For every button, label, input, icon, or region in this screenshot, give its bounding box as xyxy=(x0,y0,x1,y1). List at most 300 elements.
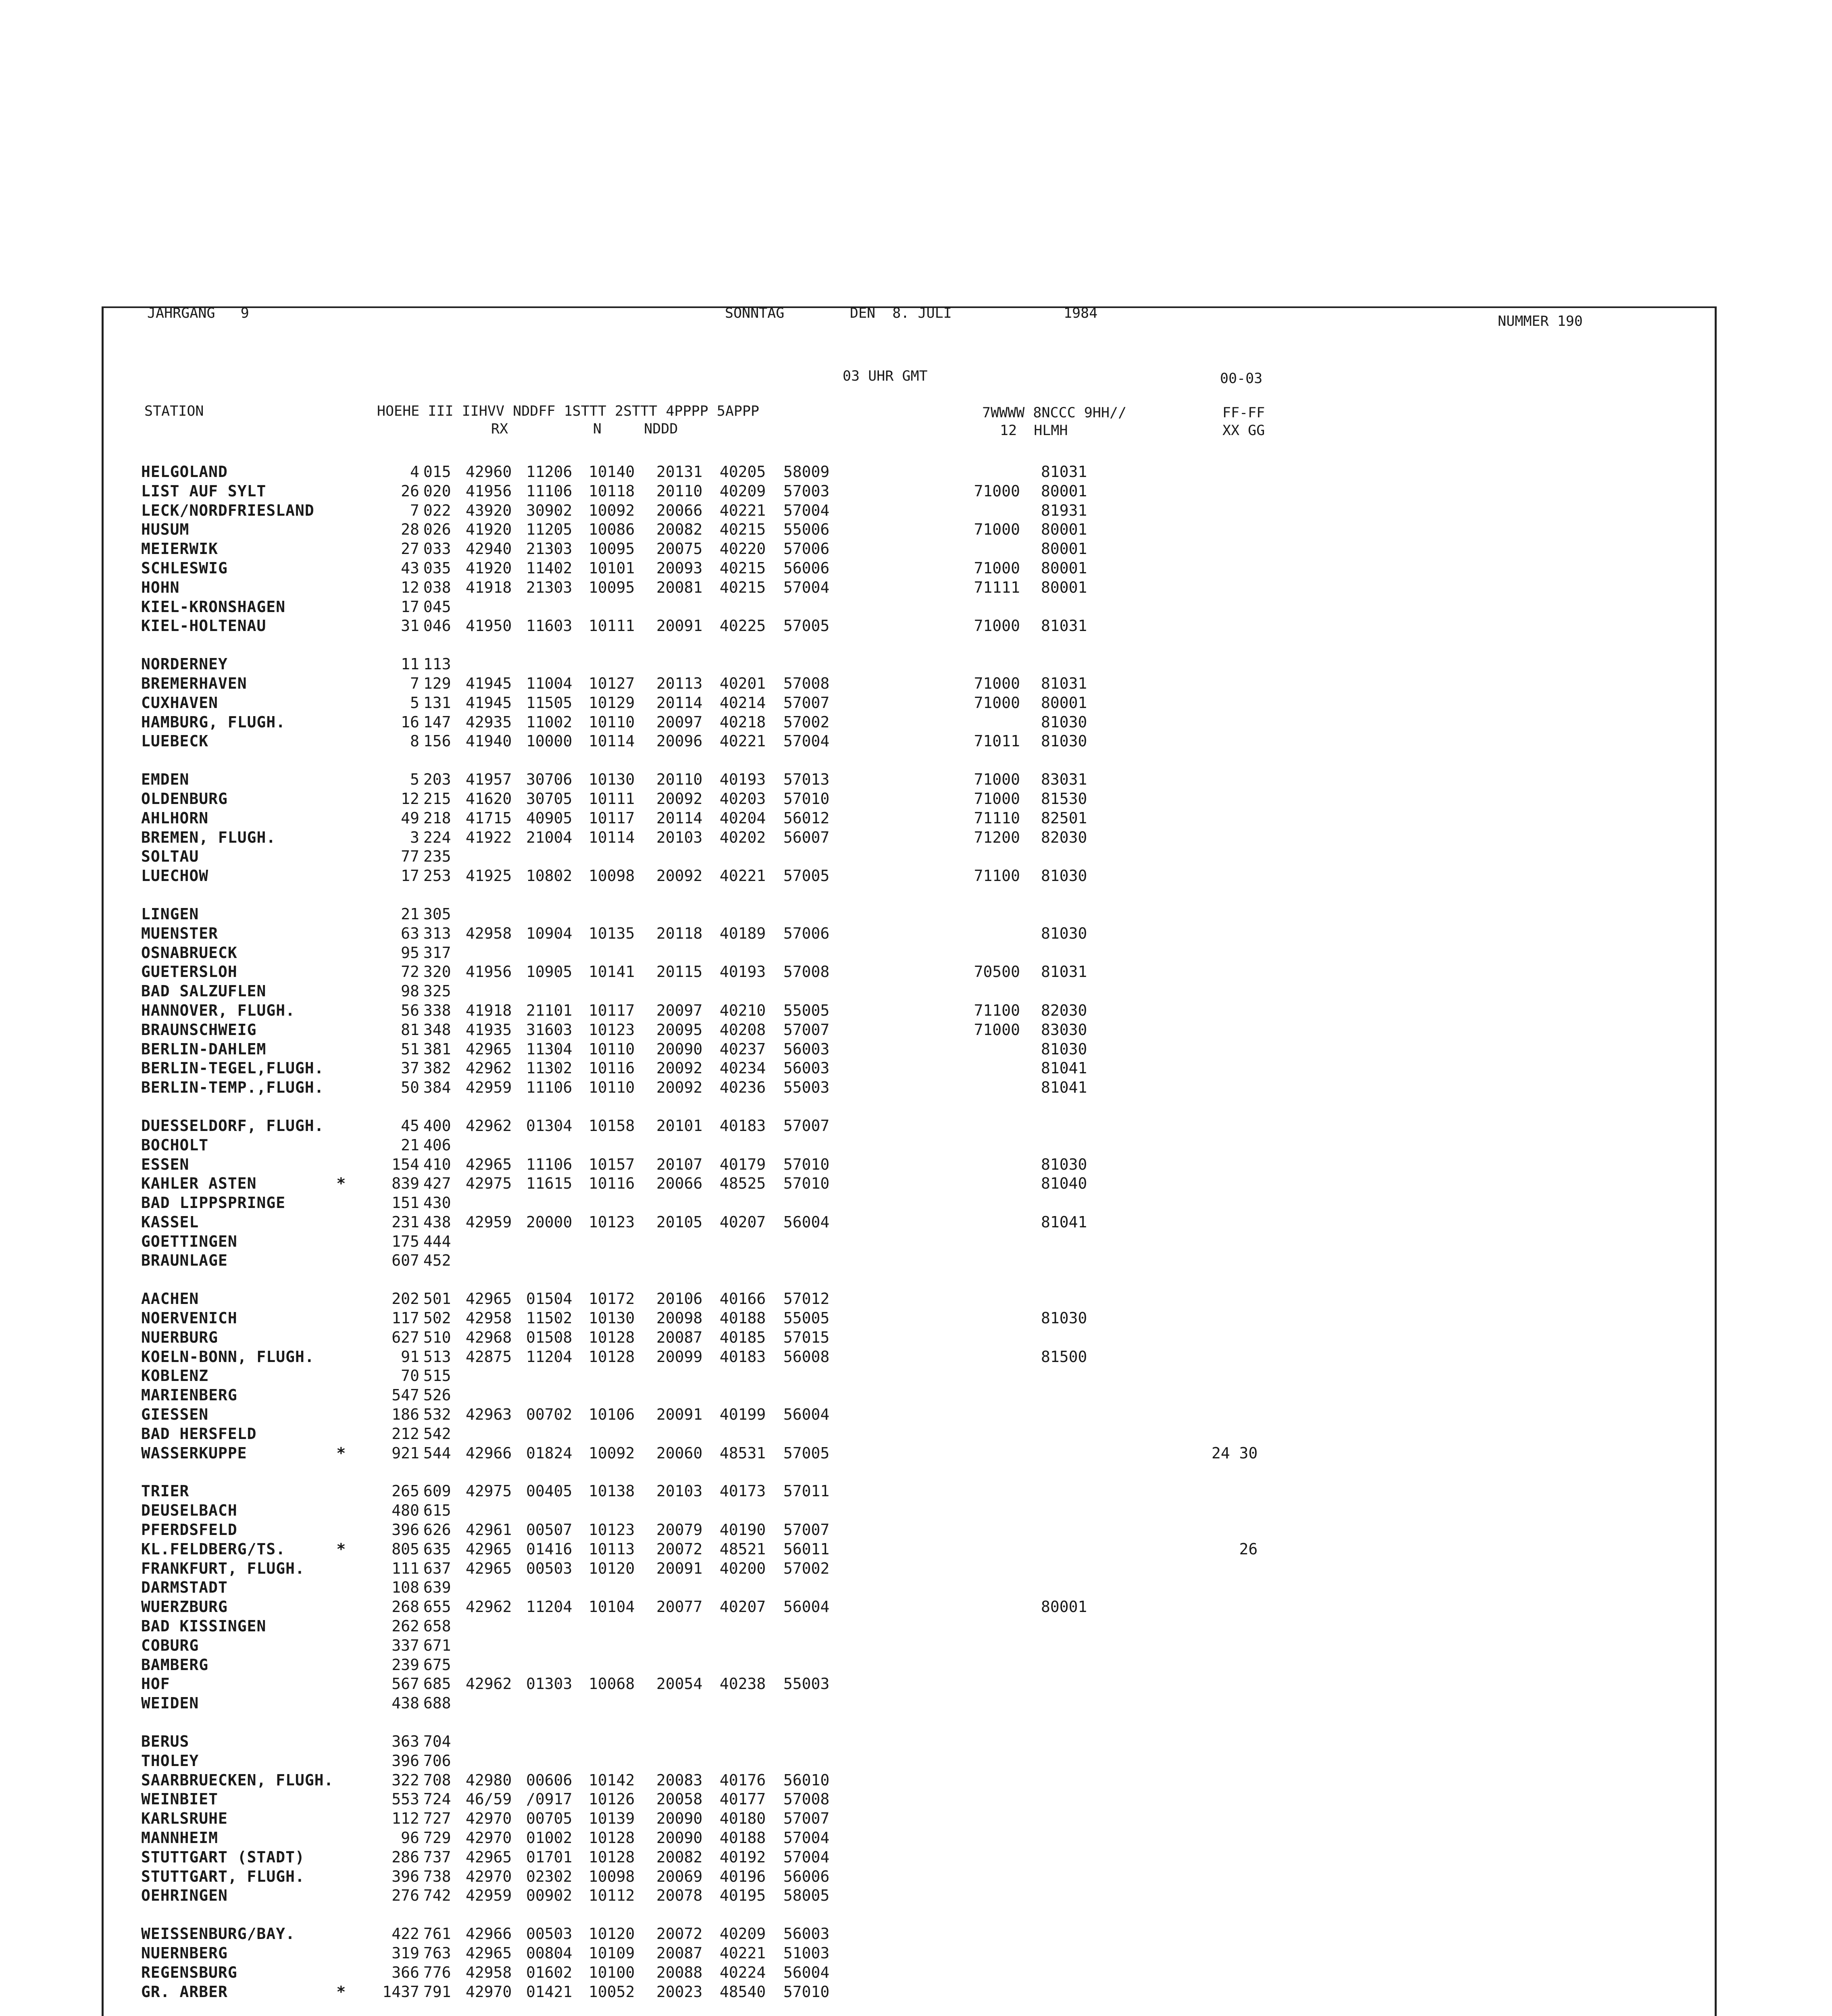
group-nddff: 01504 xyxy=(526,1290,572,1308)
group-8nccc: 81030 xyxy=(1041,867,1087,885)
station-height: 4 xyxy=(410,463,419,481)
group-2sttt: 20093 xyxy=(656,559,703,577)
station-index: 637 xyxy=(423,1559,451,1577)
group-8nccc: 81031 xyxy=(1041,674,1087,692)
group-1sttt: 10128 xyxy=(589,1347,635,1366)
group-1sttt: 10086 xyxy=(589,521,635,539)
station-index: 325 xyxy=(423,982,451,1000)
station-name: NUERBURG xyxy=(141,1328,219,1346)
table-row xyxy=(141,1886,1351,1906)
station-index: 501 xyxy=(423,1290,451,1308)
station-index: 235 xyxy=(423,848,451,866)
station-height: 98 xyxy=(401,982,419,1000)
group-4pppp: 40209 xyxy=(720,1925,766,1943)
station-name: KIEL-KRONSHAGEN xyxy=(141,598,286,616)
table-row xyxy=(141,1617,1351,1636)
station-index: 022 xyxy=(423,501,451,519)
group-nddff: 01421 xyxy=(526,1983,572,2001)
group-nddff: 00702 xyxy=(526,1406,572,1424)
station-name: AACHEN xyxy=(141,1290,199,1308)
group-5appp: 55003 xyxy=(783,1079,830,1097)
group-2sttt: 20087 xyxy=(656,1328,703,1346)
group-4pppp: 40221 xyxy=(720,501,766,519)
group-1sttt: 10128 xyxy=(589,1829,635,1847)
table-row xyxy=(141,1386,1351,1405)
station-name: SAARBRUECKEN, FLUGH. xyxy=(141,1771,334,1789)
group-2sttt: 20095 xyxy=(656,1020,703,1039)
station-height: 363 xyxy=(391,1733,419,1751)
station-index: 129 xyxy=(423,674,451,692)
group-nddff: 21303 xyxy=(526,540,572,558)
group-5appp: 57005 xyxy=(783,1444,830,1462)
group-5appp: 57010 xyxy=(783,1155,830,1173)
station-index: 313 xyxy=(423,924,451,942)
table-row xyxy=(141,1636,1351,1656)
group-4pppp: 40209 xyxy=(720,482,766,500)
station-name: BERLIN-TEGEL,FLUGH. xyxy=(141,1059,324,1077)
group-4pppp: 40199 xyxy=(720,1406,766,1424)
group-4pppp: 40180 xyxy=(720,1810,766,1828)
station-height: 43 xyxy=(401,559,419,577)
group-7wwww: 71000 xyxy=(974,482,1020,500)
group-2sttt: 20081 xyxy=(656,578,703,596)
station-name: HANNOVER, FLUGH. xyxy=(141,1001,296,1019)
group-nddff: 11603 xyxy=(526,617,572,635)
table-row xyxy=(141,982,1351,1001)
group-iihvv: 42963 xyxy=(466,1406,512,1424)
mountain-marker: * xyxy=(336,1444,346,1462)
station-height: 202 xyxy=(391,1290,419,1308)
column-header-codes-sub: RX N NDDD xyxy=(491,421,678,437)
group-5appp: 51003 xyxy=(783,1944,830,1962)
group-1sttt: 10109 xyxy=(589,1944,635,1962)
station-index: 729 xyxy=(423,1829,451,1847)
group-2sttt: 20079 xyxy=(656,1521,703,1539)
group-1sttt: 10112 xyxy=(589,1887,635,1905)
station-index: 615 xyxy=(423,1502,451,1520)
station-name: LINGEN xyxy=(141,905,199,923)
station-height: 839 xyxy=(391,1175,419,1193)
group-5appp: 56004 xyxy=(783,1406,830,1424)
station-index: 609 xyxy=(423,1482,451,1500)
station-height: 607 xyxy=(391,1252,419,1270)
station-name: DUESSELDORF, FLUGH. xyxy=(141,1116,324,1135)
station-name: DARMSTADT xyxy=(141,1579,228,1597)
group-1sttt: 10113 xyxy=(589,1540,635,1558)
table-row xyxy=(141,1136,1351,1155)
station-name: WEISSENBURG/BAY. xyxy=(141,1925,296,1943)
group-iihvv: 42965 xyxy=(466,1290,512,1308)
group-4pppp: 40220 xyxy=(720,540,766,558)
station-index: 224 xyxy=(423,828,451,846)
group-nddff: 00405 xyxy=(526,1482,572,1500)
group-4pppp: 40237 xyxy=(720,1040,766,1058)
table-row xyxy=(141,1674,1351,1694)
group-7wwww: 71000 xyxy=(974,789,1020,808)
station-index: 038 xyxy=(423,578,451,596)
station-index: 218 xyxy=(423,809,451,827)
station-name: WASSERKUPPE xyxy=(141,1444,247,1462)
group-nddff: 11505 xyxy=(526,694,572,712)
group-5appp: 57008 xyxy=(783,963,830,981)
group-2sttt: 20103 xyxy=(656,828,703,846)
station-index: 688 xyxy=(423,1694,451,1712)
station-name: DEUSELBACH xyxy=(141,1502,237,1520)
group-8nccc: 80001 xyxy=(1041,559,1087,577)
group-iihvv: 42935 xyxy=(466,713,512,731)
group-iihvv: 41715 xyxy=(466,809,512,827)
group-5appp: 57004 xyxy=(783,732,830,750)
station-name: KL.FELDBERG/TS. xyxy=(141,1540,286,1558)
group-4pppp: 40196 xyxy=(720,1867,766,1885)
station-table xyxy=(141,462,1351,2016)
station-height: 11 xyxy=(401,655,419,673)
group-5appp: 55005 xyxy=(783,1309,830,1327)
station-index: 727 xyxy=(423,1810,451,1828)
group-2sttt: 20106 xyxy=(656,1290,703,1308)
group-5appp: 55003 xyxy=(783,1675,830,1693)
group-1sttt: 10140 xyxy=(589,463,635,481)
group-1sttt: 10098 xyxy=(589,867,635,885)
group-2sttt: 20118 xyxy=(656,924,703,942)
group-nddff: 40905 xyxy=(526,809,572,827)
station-index: 724 xyxy=(423,1790,451,1808)
station-index: 113 xyxy=(423,655,451,673)
station-height: 21 xyxy=(401,905,419,923)
group-nddff: 01303 xyxy=(526,1675,572,1693)
group-5appp: 58009 xyxy=(783,463,830,481)
table-row xyxy=(141,1309,1351,1328)
group-iihvv: 42940 xyxy=(466,540,512,558)
station-height: 17 xyxy=(401,867,419,885)
group-1sttt: 10123 xyxy=(589,1213,635,1231)
group-4pppp: 40207 xyxy=(720,1213,766,1231)
group-iihvv: 42965 xyxy=(466,1155,512,1173)
station-name: LUEBECK xyxy=(141,732,209,750)
group-1sttt: 10130 xyxy=(589,1309,635,1327)
station-index: 384 xyxy=(423,1079,451,1097)
table-row xyxy=(141,1867,1351,1887)
station-index: 320 xyxy=(423,963,451,981)
station-height: 480 xyxy=(391,1502,419,1520)
group-1sttt: 10142 xyxy=(589,1771,635,1789)
table-row xyxy=(141,943,1351,963)
station-height: 262 xyxy=(391,1617,419,1635)
group-iihvv: 42958 xyxy=(466,1963,512,1981)
group-nddff: 00705 xyxy=(526,1810,572,1828)
station-index: 033 xyxy=(423,540,451,558)
group-7wwww: 71110 xyxy=(974,809,1020,827)
group-8nccc: 81030 xyxy=(1041,1309,1087,1327)
group-4pppp: 40192 xyxy=(720,1848,766,1866)
observation-time: 03 UHR GMT xyxy=(843,368,928,384)
group-iihvv: 42959 xyxy=(466,1213,512,1231)
time-range: 00-03 xyxy=(1220,371,1263,387)
station-name: BERUS xyxy=(141,1733,189,1751)
station-height: 77 xyxy=(401,848,419,866)
group-iihvv: 42965 xyxy=(466,1848,512,1866)
group-1sttt: 10052 xyxy=(589,1983,635,2001)
station-name: KOBLENZ xyxy=(141,1367,209,1385)
group-5appp: 56006 xyxy=(783,559,830,577)
group-iihvv: 41945 xyxy=(466,674,512,692)
station-index: 131 xyxy=(423,694,451,712)
station-height: 7 xyxy=(410,501,419,519)
group-5appp: 57011 xyxy=(783,1482,830,1500)
station-name: GIESSEN xyxy=(141,1406,209,1424)
group-2sttt: 20091 xyxy=(656,617,703,635)
group-nddff: 21303 xyxy=(526,578,572,596)
station-height: 26 xyxy=(401,482,419,500)
station-index: 020 xyxy=(423,482,451,500)
station-index: 742 xyxy=(423,1887,451,1905)
group-2sttt: 20072 xyxy=(656,1925,703,1943)
group-iihvv: 42970 xyxy=(466,1983,512,2001)
group-1sttt: 10098 xyxy=(589,1867,635,1885)
group-2sttt: 20114 xyxy=(656,694,703,712)
station-index: 253 xyxy=(423,867,451,885)
group-7wwww: 71000 xyxy=(974,1020,1020,1039)
station-index: 542 xyxy=(423,1425,451,1443)
table-row xyxy=(141,866,1351,886)
table-row xyxy=(141,1771,1351,1790)
year-label: 1984 xyxy=(1064,305,1098,321)
group-4pppp: 40221 xyxy=(720,1944,766,1962)
group-2sttt: 20082 xyxy=(656,1848,703,1866)
group-nddff: 11502 xyxy=(526,1309,572,1327)
group-iihvv: 41918 xyxy=(466,1001,512,1019)
table-row xyxy=(141,713,1351,732)
group-4pppp: 40176 xyxy=(720,1771,766,1789)
group-7wwww: 71000 xyxy=(974,674,1020,692)
group-5appp: 56004 xyxy=(783,1598,830,1616)
table-row xyxy=(141,598,1351,617)
group-iihvv: 42962 xyxy=(466,1598,512,1616)
table-row xyxy=(141,1020,1351,1040)
group-iihvv: 42966 xyxy=(466,1444,512,1462)
group-1sttt: 10129 xyxy=(589,694,635,712)
station-name: EMDEN xyxy=(141,771,189,789)
table-row xyxy=(141,1559,1351,1579)
group-2sttt: 20131 xyxy=(656,463,703,481)
group-iihvv: 41620 xyxy=(466,789,512,808)
group-nddff: 11304 xyxy=(526,1040,572,1058)
group-2sttt: 20088 xyxy=(656,1963,703,1981)
station-height: 81 xyxy=(401,1020,419,1039)
station-height: 91 xyxy=(401,1347,419,1366)
group-8nccc: 81030 xyxy=(1041,713,1087,731)
station-name: BREMEN, FLUGH. xyxy=(141,828,276,846)
group-1sttt: 10138 xyxy=(589,1482,635,1500)
group-5appp: 55005 xyxy=(783,1001,830,1019)
group-1sttt: 10095 xyxy=(589,540,635,558)
group-7wwww: 71000 xyxy=(974,617,1020,635)
group-5appp: 57002 xyxy=(783,1559,830,1577)
station-height: 396 xyxy=(391,1752,419,1770)
group-4pppp: 40188 xyxy=(720,1829,766,1847)
group-2sttt: 20066 xyxy=(656,501,703,519)
table-row xyxy=(141,1155,1351,1175)
group-iihvv: 42975 xyxy=(466,1482,512,1500)
station-index: 671 xyxy=(423,1636,451,1654)
group-4pppp: 48521 xyxy=(720,1540,766,1558)
station-name: LECK/NORDFRIESLAND xyxy=(141,501,314,519)
station-height: 51 xyxy=(401,1040,419,1058)
station-height: 117 xyxy=(391,1309,419,1327)
group-2sttt: 20099 xyxy=(656,1347,703,1366)
group-5appp: 57007 xyxy=(783,1521,830,1539)
group-4pppp: 40215 xyxy=(720,559,766,577)
station-name: OEHRINGEN xyxy=(141,1887,228,1905)
station-index: 452 xyxy=(423,1252,451,1270)
group-nddff: 00503 xyxy=(526,1925,572,1943)
table-row xyxy=(141,1983,1351,2002)
group-4pppp: 40236 xyxy=(720,1079,766,1097)
table-row xyxy=(141,694,1351,713)
station-height: 27 xyxy=(401,540,419,558)
table-row xyxy=(141,462,1351,482)
station-height: 37 xyxy=(401,1059,419,1077)
group-1sttt: 10110 xyxy=(589,1079,635,1097)
table-row xyxy=(141,847,1351,866)
table-row xyxy=(141,1251,1351,1270)
group-1sttt: 10095 xyxy=(589,578,635,596)
group-2sttt: 20078 xyxy=(656,1887,703,1905)
group-iihvv: 41935 xyxy=(466,1020,512,1039)
table-row xyxy=(141,1829,1351,1848)
group-4pppp: 48540 xyxy=(720,1983,766,2001)
group-4pppp: 40204 xyxy=(720,809,766,827)
table-row xyxy=(141,520,1351,539)
group-nddff: 01002 xyxy=(526,1829,572,1847)
table-row xyxy=(141,1520,1351,1540)
station-name: OSNABRUECK xyxy=(141,943,237,962)
station-index: 791 xyxy=(423,1983,451,2001)
station-name: KIEL-HOLTENAU xyxy=(141,617,266,635)
table-row xyxy=(141,1444,1351,1463)
station-height: 7 xyxy=(410,674,419,692)
station-name: HOHN xyxy=(141,578,180,596)
station-name: BRAUNSCHWEIG xyxy=(141,1020,257,1039)
station-height: 111 xyxy=(391,1559,419,1577)
group-8nccc: 80001 xyxy=(1041,482,1087,500)
station-index: 427 xyxy=(423,1175,451,1193)
station-index: 317 xyxy=(423,943,451,962)
group-nddff: 11205 xyxy=(526,521,572,539)
station-index: 430 xyxy=(423,1194,451,1212)
group-4pppp: 40205 xyxy=(720,463,766,481)
group-4pppp: 40215 xyxy=(720,521,766,539)
station-name: WEIDEN xyxy=(141,1694,199,1712)
group-2sttt: 20082 xyxy=(656,521,703,539)
group-iihvv: 46/59 xyxy=(466,1790,512,1808)
station-name: KOELN-BONN, FLUGH. xyxy=(141,1347,314,1366)
station-height: 627 xyxy=(391,1328,419,1346)
group-5appp: 57008 xyxy=(783,1790,830,1808)
group-1sttt: 10110 xyxy=(589,1040,635,1058)
group-8nccc: 80001 xyxy=(1041,521,1087,539)
table-row xyxy=(141,1001,1351,1020)
station-name: AHLHORN xyxy=(141,809,209,827)
station-index: 639 xyxy=(423,1579,451,1597)
group-4pppp: 40210 xyxy=(720,1001,766,1019)
group-iihvv: 41920 xyxy=(466,521,512,539)
group-2sttt: 20075 xyxy=(656,540,703,558)
station-height: 286 xyxy=(391,1848,419,1866)
table-row xyxy=(141,1790,1351,1809)
station-name: KASSEL xyxy=(141,1213,199,1231)
group-iihvv: 42875 xyxy=(466,1347,512,1366)
group-iihvv: 42965 xyxy=(466,1559,512,1577)
station-name: STUTTGART, FLUGH. xyxy=(141,1867,305,1885)
station-name: ESSEN xyxy=(141,1155,189,1173)
table-row xyxy=(141,1347,1351,1367)
group-1sttt: 10092 xyxy=(589,1444,635,1462)
group-1sttt: 10116 xyxy=(589,1059,635,1077)
group-iihvv: 42966 xyxy=(466,1925,512,1943)
station-height: 396 xyxy=(391,1867,419,1885)
issue-number: NUMMER 190 xyxy=(1498,313,1583,329)
table-row xyxy=(141,559,1351,578)
group-nddff: 01508 xyxy=(526,1328,572,1346)
group-nddff: 10904 xyxy=(526,924,572,942)
group-2sttt: 20090 xyxy=(656,1829,703,1847)
date-label: DEN 8. JULI xyxy=(850,305,952,321)
group-1sttt: 10101 xyxy=(589,559,635,577)
station-height: 231 xyxy=(391,1213,419,1231)
station-name: HELGOLAND xyxy=(141,463,228,481)
group-2sttt: 20058 xyxy=(656,1790,703,1808)
station-height: 70 xyxy=(401,1367,419,1385)
group-7wwww: 71000 xyxy=(974,521,1020,539)
table-row xyxy=(141,655,1351,674)
group-1sttt: 10117 xyxy=(589,1001,635,1019)
station-index: 685 xyxy=(423,1675,451,1693)
table-row xyxy=(141,578,1351,598)
table-row xyxy=(141,1963,1351,1983)
station-name: NUERNBERG xyxy=(141,1944,228,1962)
group-5appp: 57005 xyxy=(783,867,830,885)
station-height: 31 xyxy=(401,617,419,635)
group-iihvv: 42965 xyxy=(466,1040,512,1058)
group-nddff: 11402 xyxy=(526,559,572,577)
station-height: 567 xyxy=(391,1675,419,1693)
group-8nccc: 81500 xyxy=(1041,1347,1087,1366)
group-iihvv: 42965 xyxy=(466,1540,512,1558)
group-nddff: 01602 xyxy=(526,1963,572,1981)
group-nddff: 11302 xyxy=(526,1059,572,1077)
group-1sttt: 10141 xyxy=(589,963,635,981)
group-5appp: 57008 xyxy=(783,674,830,692)
station-index: 658 xyxy=(423,1617,451,1635)
group-5appp: 55006 xyxy=(783,521,830,539)
station-index: 438 xyxy=(423,1213,451,1231)
group-nddff: 11106 xyxy=(526,1155,572,1173)
group-nddff: 21004 xyxy=(526,828,572,846)
station-index: 338 xyxy=(423,1001,451,1019)
group-iihvv: 42975 xyxy=(466,1175,512,1193)
group-1sttt: 10123 xyxy=(589,1521,635,1539)
station-height: 422 xyxy=(391,1925,419,1943)
group-2sttt: 20098 xyxy=(656,1309,703,1327)
table-row xyxy=(141,732,1351,751)
group-5appp: 57003 xyxy=(783,482,830,500)
table-row xyxy=(141,1366,1351,1386)
group-8nccc: 83031 xyxy=(1041,771,1087,789)
group-5appp: 57013 xyxy=(783,771,830,789)
group-1sttt: 10104 xyxy=(589,1598,635,1616)
table-row xyxy=(141,1116,1351,1136)
